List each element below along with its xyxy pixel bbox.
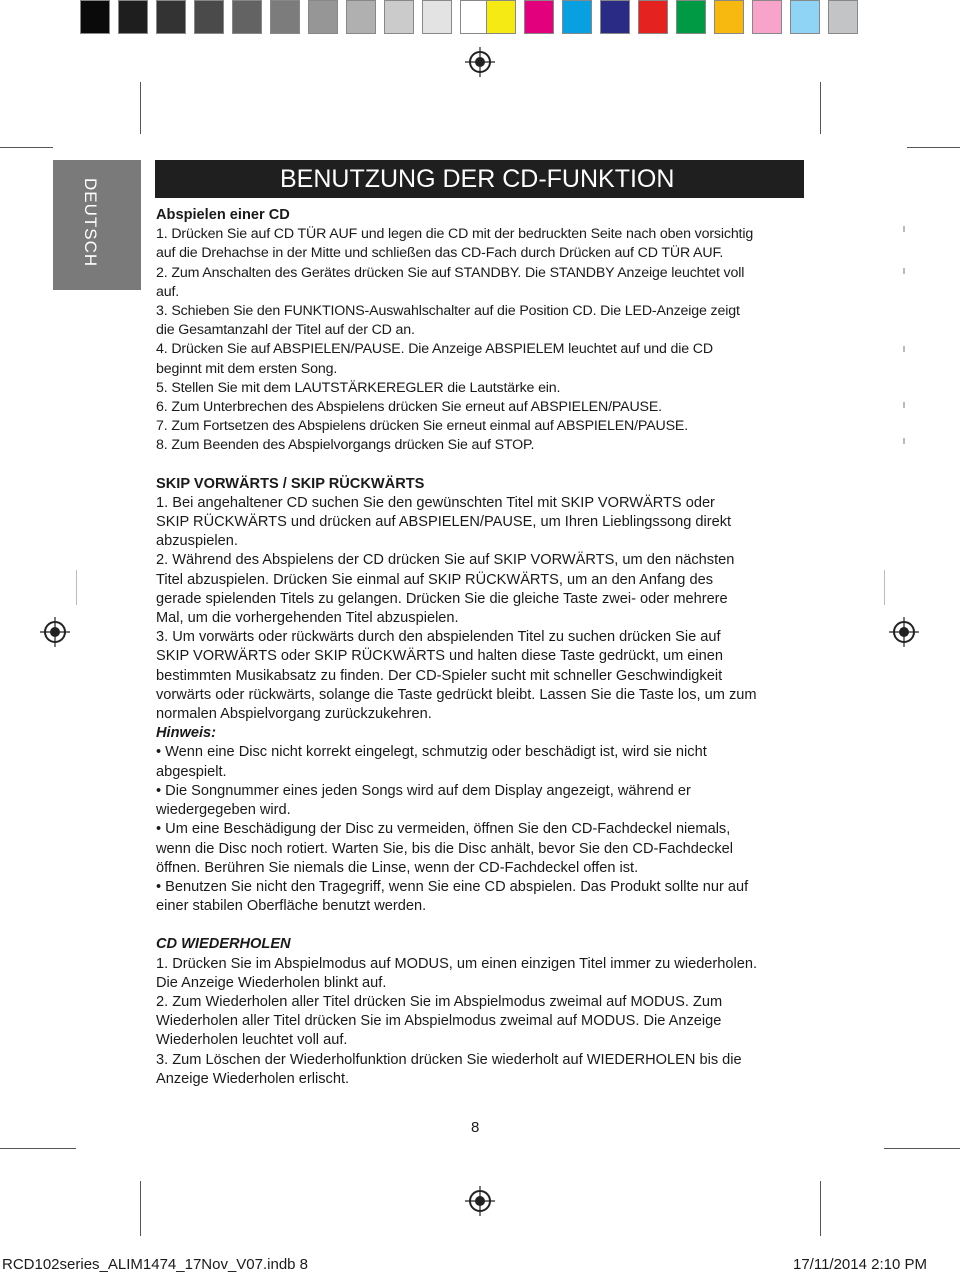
text-line: auf. [156, 283, 180, 300]
text-line: Titel abzuspielen. Drücken Sie einmal auf SKIP RÜCKWÄRTS, um an den Anfang des [156, 571, 714, 588]
gray-swatch [156, 0, 186, 34]
registration-mark-icon [889, 617, 919, 647]
gray-swatch [346, 0, 376, 34]
section-skip-text [156, 494, 816, 724]
text-line: abgespielt. [156, 763, 227, 780]
color-swatch [828, 0, 858, 34]
text-line: Die Anzeige Wiederholen blinkt auf. [156, 974, 387, 991]
color-swatch [790, 0, 820, 34]
text-line: Anzeige Wiederholen erlischt. [156, 1070, 350, 1087]
text-line: 4. Drücken Sie auf ABSPIELEN/PAUSE. Die Anzeige ABSPIELEM leuchtet auf und die CD [156, 341, 713, 358]
text-line: wiedergegeben wird. [156, 802, 291, 819]
gray-swatch [118, 0, 148, 34]
gray-swatch [270, 0, 300, 34]
text-line: wenn die Disc noch rotiert. Warten Sie, bis die Disc anhält, bevor Sie den CD-Fachdeckel [156, 840, 733, 857]
text-line: gerade spielenden Titels zu gelangen. Drücken Sie die gleiche Taste zwei- oder mehrere [156, 590, 728, 607]
language-tab-label: DEUTSCH [81, 178, 100, 268]
color-swatch [562, 0, 592, 34]
text-line: 1. Drücken Sie auf CD TÜR AUF und legen die CD mit der bedruckten Seite nach oben vorsichtig [156, 226, 754, 243]
edge-artifact [903, 346, 905, 352]
page-title: BENUTZUNG DER CD-FUNKTION [280, 165, 675, 193]
footer-timestamp: 17/11/2014 2:10 PM [793, 1256, 927, 1273]
crop-mark [76, 570, 77, 605]
gray-swatch [422, 0, 452, 34]
color-swatch [752, 0, 782, 34]
crop-mark [820, 1181, 821, 1236]
registration-mark-icon [465, 1186, 495, 1216]
text-line: die Gesamtanzahl der Titel auf der CD an. [156, 322, 415, 339]
crop-mark [140, 82, 141, 134]
text-line: 1. Drücken Sie im Abspielmodus auf MODUS, um einen einzigen Titel immer zu wiederholen. [156, 955, 758, 972]
text-line: 3. Um vorwärts oder rückwärts durch den abspielenden Titel zu suchen drücken Sie auf [156, 629, 721, 646]
text-line: bestimmten Musikabsatz zu finden. Der CD-Spieler sucht mit schneller Geschwindigkeit [156, 667, 723, 684]
crop-mark [884, 1148, 960, 1149]
note-heading: Hinweis: [156, 725, 217, 742]
text-line: • Die Songnummer eines jeden Songs wird auf dem Display angezeigt, während er [156, 782, 691, 799]
color-swatch [638, 0, 668, 34]
text-line: auf die Drehachse in der Mitte und schließen das CD-Fach durch Drücken auf CD TÜR AUF. [156, 245, 724, 262]
text-line: vorwärts oder rückwärts, solange die Taste gedrückt bleibt. Lassen Sie die Taste los, um zum [156, 686, 757, 703]
text-line: 6. Zum Unterbrechen des Abspielens drücken Sie erneut auf ABSPIELEN/PAUSE. [156, 399, 662, 416]
text-line: 2. Zum Anschalten des Gerätes drücken Sie auf STANDBY. Die STANDBY Anzeige leuchtet voll [156, 264, 745, 281]
section-repeat-text [156, 955, 816, 1089]
color-swatch [714, 0, 744, 34]
text-line: Mal, um die vorhergehenden Titel abzuspielen. [156, 610, 459, 627]
color-swatch [600, 0, 630, 34]
edge-artifact [903, 402, 905, 408]
edge-artifact [903, 268, 905, 274]
section-heading-repeat: CD WIEDERHOLEN [156, 936, 291, 953]
text-line: Wiederholen aller Titel drücken Sie im Abspielmodus zweimal auf MODUS. Die Anzeige [156, 1013, 722, 1030]
crop-mark [884, 570, 885, 605]
text-line: normalen Abspielvorgang zurückzukehren. [156, 706, 432, 723]
color-swatch [676, 0, 706, 34]
text-line: SKIP RÜCKWÄRTS und drücken auf ABSPIELEN/PAUSE, um Ihren Lieblingssong direkt [156, 514, 732, 531]
section-heading-play: Abspielen einer CD [156, 207, 290, 223]
grayscale-color-bar [80, 0, 498, 38]
text-line: 5. Stellen Sie mit dem LAUTSTÄRKEREGLER die Lautstärke ein. [156, 379, 561, 396]
text-line: beginnt mit dem ersten Song. [156, 360, 338, 377]
section-play-text [156, 225, 816, 455]
text-line: 7. Zum Fortsetzen des Abspielens drücken Sie erneut einmal auf ABSPIELEN/PAUSE. [156, 418, 689, 435]
gray-swatch [194, 0, 224, 34]
footer-file-name: RCD102series_ALIM1474_17Nov_V07.indb 8 [2, 1256, 309, 1273]
crop-mark [140, 1181, 141, 1236]
text-line: abzuspielen. [156, 533, 238, 550]
text-line: • Benutzen Sie nicht den Tragegriff, wenn Sie eine CD abspielen. Das Produkt sollte nur auf [156, 878, 749, 895]
gray-swatch [232, 0, 262, 34]
registration-mark-icon [40, 617, 70, 647]
edge-artifact [903, 226, 905, 232]
document-body [156, 206, 816, 1089]
text-line: 2. Zum Wiederholen aller Titel drücken Sie im Abspielmodus zweimal auf MODUS. Zum [156, 993, 723, 1010]
gray-swatch [384, 0, 414, 34]
edge-artifact [903, 438, 905, 444]
text-line: 3. Schieben Sie den FUNKTIONS-Auswahlschalter auf die Position CD. Die LED-Anzeige zeigt [156, 303, 740, 320]
text-line: einer stabilen Oberfläche benutzt werden. [156, 898, 427, 915]
section-note-text [156, 743, 816, 916]
section-heading-skip: SKIP VORWÄRTS / SKIP RÜCKWÄRTS [156, 475, 425, 492]
crop-mark [820, 82, 821, 134]
color-swatch [524, 0, 554, 34]
crop-mark [0, 1148, 76, 1149]
text-line: Wiederholen leuchtet voll auf. [156, 1032, 348, 1049]
registration-mark-icon [465, 47, 495, 77]
text-line: öffnen. Berühren Sie niemals die Linse, wenn der CD-Fachdeckel offen ist. [156, 859, 639, 876]
text-line: 1. Bei angehaltener CD suchen Sie den gewünschten Titel mit SKIP VORWÄRTS oder [156, 494, 715, 511]
text-line: 8. Zum Beenden des Abspielvorgangs drücken Sie auf STOP. [156, 437, 535, 454]
text-line: • Um eine Beschädigung der Disc zu vermeiden, öffnen Sie den CD-Fachdeckel niemals, [156, 821, 731, 838]
crop-mark [907, 147, 960, 148]
color-swatch [486, 0, 516, 34]
text-line: 3. Zum Löschen der Wiederholfunktion drücken Sie wiederholt auf WIEDERHOLEN bis die [156, 1051, 742, 1068]
page-number: 8 [471, 1119, 480, 1136]
text-line: • Wenn eine Disc nicht korrekt eingelegt, schmutzig oder beschädigt ist, wird sie nicht [156, 744, 707, 761]
text-line: SKIP VORWÄRTS oder SKIP RÜCKWÄRTS und halten diese Taste gedrückt, um einen [156, 648, 723, 665]
process-color-bar [486, 0, 866, 38]
text-line: 2. Während des Abspielens der CD drücken Sie auf SKIP VORWÄRTS, um den nächsten [156, 552, 735, 569]
gray-swatch [80, 0, 110, 34]
gray-swatch [308, 0, 338, 34]
crop-mark [0, 147, 53, 148]
